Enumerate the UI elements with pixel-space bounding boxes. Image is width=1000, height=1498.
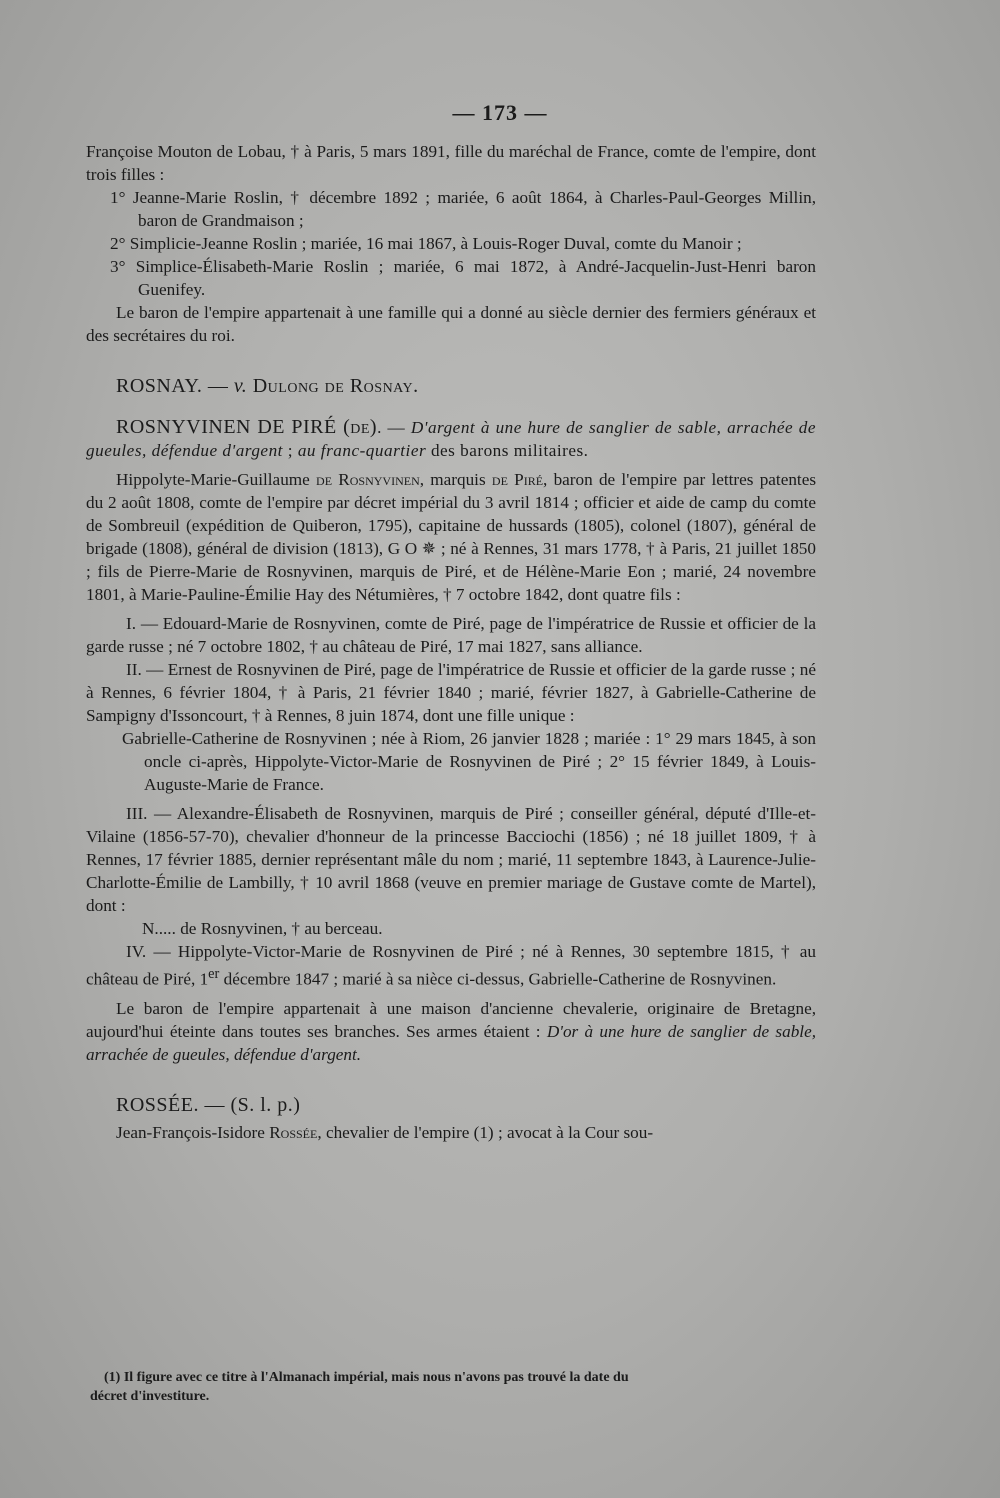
daughter-item: 3° Simplice-Élisabeth-Marie Roslin ; mariée, 6 mai 1872, à André-Jacquelin-Just-Henri baron Guenifey. [110, 257, 816, 299]
main-name-first: Hippolyte-Marie-Guillaume [116, 470, 317, 489]
rossee-surname: Rossée [269, 1122, 318, 1142]
footnote [90, 1368, 816, 1406]
rossee-entry [86, 1121, 816, 1144]
daughter-item: 1° Jeanne-Marie Roslin, † décembre 1892 ; mariée, 6 août 1864, à Charles-Paul-Georges Millin, baron de Grandmaison ; [110, 188, 816, 230]
rossee-heading: ROSSÉE. — (S. l. p.) [116, 1093, 301, 1116]
rosnay-title: ROSNAY. — [116, 375, 234, 397]
main-name-title: , marquis [419, 470, 492, 489]
son-entry [86, 940, 816, 991]
intro-paragraph: Françoise Mouton de Lobau, † à Paris, 5 mars 1891, fille du maréchal de France, comte de l'empire, dont trois filles : [86, 142, 816, 184]
rosnyvinen-particle: (de) [343, 416, 378, 438]
main-entry-text: , baron de l'empire par lettres patentes du 2 août 1808, comte de l'empire par décret impérial du 3 avril 1814 ; officier et aide de camp du comte de Sombreuil (expédition de Quiberon, 1795), capitaine de hussards (1805), colonel (1807), général de brigade (1808), général de division (1813), G O ✵ ; né à Rennes, 31 mars 1778, † à Paris, 21 juillet 1850 ; fils de Pierre-Marie de Rosnyvinen, marquis de Piré, et de Hélène-Marie Eon ; marié, 24 novembre 1801, à Marie-Pauline-Émilie Hay des Nétumières, † 7 octobre 1842, dont quatre fils : [86, 470, 817, 604]
footnote-line: (1) Il figure avec ce titre à l'Almanach impérial, mais nous n'avons pas trouvé la date du [104, 1370, 629, 1385]
rosnyvinen-arms-quartier: au franc-quartier [297, 441, 427, 460]
main-name-pire: de Piré [491, 470, 544, 489]
rosnyvinen-arms-sep: ; [282, 441, 298, 460]
body-text [86, 140, 816, 1144]
rosnay-heading [86, 375, 816, 398]
rosnyvinen-arms-tail: des barons militaires. [426, 441, 589, 460]
granddaughter-entry: Gabrielle-Catherine de Rosnyvinen ; née à Riom, 26 janvier 1828 ; mariée : 1° 29 mars 1845, à son oncle ci-après, Hippolyte-Victor-Marie de Rosnyvinen de Piré ; 2° 15 février 1849, à Louis-Auguste-Marie de France. [122, 729, 816, 794]
roslin-note: Le baron de l'empire appartenait à une famille qui a donné au siècle dernier des fermiers généraux et des secrétaires du roi. [86, 303, 816, 345]
son-entry: II. — Ernest de Rosnyvinen de Piré, page de l'impératrice de Russie et officier de la garde russe ; né à Rennes, 6 février 1804, † à Paris, 21 février 1840 ; marié, février 1827, à Gabrielle-Catherine de Sampigny d'Issoncourt, † à Rennes, 8 juin 1874, dont une fille unique : [86, 660, 816, 725]
rosnyvinen-note-text: Le baron de l'empire appartenait à une maison d'ancienne chevalerie, originaire de Bretagne, aujourd'hui éteinte dans toutes ses branches. Ses armes étaient : [86, 998, 816, 1041]
rosnyvinen-heading [86, 416, 816, 462]
rosnyvinen-sep: . — [377, 418, 411, 437]
rosnyvinen-arms: D'argent à une hure de sanglier de sable, arrachée de gueules, défendue d'argent [86, 418, 816, 460]
son-4-text-b: décembre 1847 ; marié à sa nièce ci-dessus, Gabrielle-Catherine de Rosnyvinen. [219, 969, 777, 989]
daughter-item: 2° Simplicie-Jeanne Roslin ; mariée, 16 mai 1867, à Louis-Roger Duval, comte du Manoir ; [110, 234, 742, 253]
rosnyvinen-note-arms: D'or à une hure de sanglier de sable, arrachée de gueules, défendue d'argent. [86, 1021, 816, 1064]
rosnay-ref-v: v. [233, 375, 248, 397]
rosnyvinen-title: ROSNYVINEN DE PIRÉ [116, 416, 344, 438]
rosnyvinen-note [86, 997, 816, 1066]
main-name-surname: de Rosnyvinen [316, 470, 420, 489]
son-entry: III. — Alexandre-Élisabeth de Rosnyvinen, marquis de Piré ; conseiller général, député d'Ille-et-Vilaine (1856-57-70), chevalier d'honneur de la princesse Bacciochi (1856) ; né 18 juillet 1809, † à Rennes, 17 février 1885, dernier représentant mâle du nom ; marié, 11 septembre 1843, à Laurence-Julie-Charlotte-Émilie de Lambilly, † 10 avril 1868 (veuve en premier mariage de Gustave comte de Martel), dont : [86, 804, 816, 915]
son-entry: I. — Edouard-Marie de Rosnyvinen, comte de Piré, page de l'impératrice de Russie et officier de la garde russe ; né 7 octobre 1802, † au château de Piré, 17 mai 1827, sans alliance. [86, 614, 816, 656]
son-4-sup: er [208, 966, 220, 982]
rossee-text: , chevalier de l'empire (1) ; avocat à la Cour sou- [317, 1122, 654, 1142]
rosnay-ref-name: Dulong de Rosnay. [247, 375, 419, 397]
rossee-name: Jean-François-Isidore [116, 1122, 270, 1142]
son-3-child: N..... de Rosnyvinen, † au berceau. [142, 919, 383, 938]
son-4-text: IV. — Hippolyte-Victor-Marie de Rosnyvinen de Piré ; né à Rennes, 30 septembre 1815, † au château de Piré, 1 [86, 942, 816, 989]
page-number: — 173 — [452, 100, 548, 125]
rosnyvinen-main-entry [86, 468, 816, 606]
footnote-line: décret d'investiture. [90, 1389, 210, 1404]
